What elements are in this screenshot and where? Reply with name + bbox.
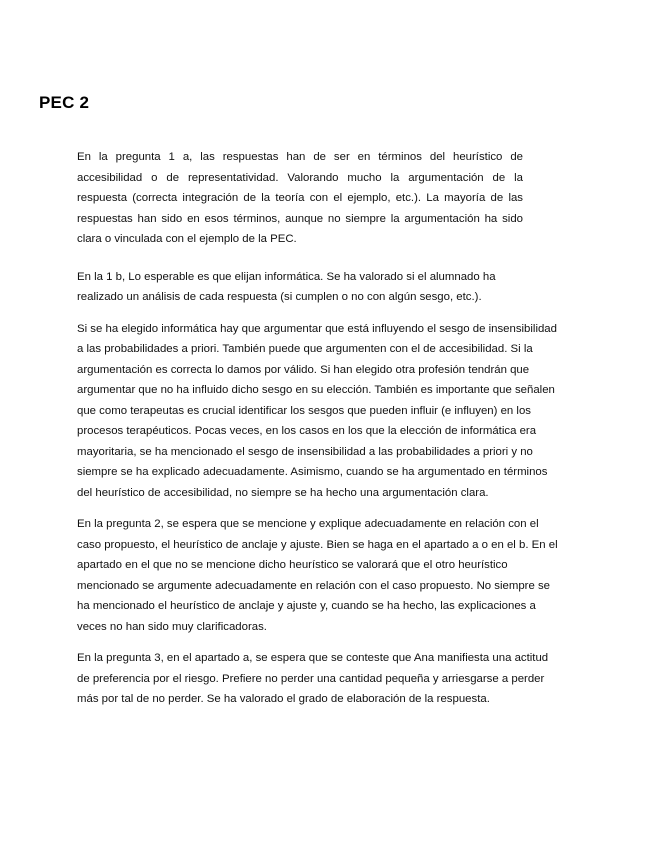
text-line: del heurístico de accesibilidad, no siempre se ha hecho una argumentación clara. — [77, 486, 489, 499]
document-body — [77, 147, 577, 710]
text-line: ha mencionado el heurístico de anclaje y ajuste y, cuando se ha hecho, las explicaciones a — [77, 600, 536, 612]
text-line: apartado en el que no se mencione dicho heurístico se valorará que el otro heurístico — [77, 559, 508, 571]
text-line: En la pregunta 3, en el apartado a, se espera que se conteste que Ana manifiesta una actitud — [77, 652, 549, 664]
text-line: En la 1 b, Lo esperable es que elijan informática. Se ha valorado si el alumnado ha — [77, 270, 496, 283]
text-line: que como terapeutas es crucial identificar los sesgos que pueden influir (e influyen) en los — [77, 404, 531, 417]
text-line: clara o vinculada con el ejemplo de la PEC. — [77, 233, 297, 245]
text-line: caso propuesto, el heurístico de anclaje y ajuste. Bien se haga en el apartado a o en el b. En el — [77, 538, 558, 551]
text-line: En la pregunta 1 a, las respuestas han de ser en términos del heurístico de — [77, 151, 523, 163]
text-line: realizado un análisis de cada respuesta (si cumplen o no con algún sesgo, etc.). — [77, 291, 482, 303]
paragraph-pregunta-3 — [77, 648, 577, 710]
text-line: respuesta (correcta integración de la teoría con el ejemplo, etc.). La mayoría de las — [77, 192, 523, 204]
paragraph-informatica — [77, 319, 577, 504]
text-line: argumentar que no ha influido dicho sesgo en su elección. También es importante que señalen — [77, 384, 555, 396]
page-title: PEC 2 — [39, 93, 90, 112]
paragraph-pregunta-1a — [77, 147, 577, 250]
text-line: argumentación es correcta lo damos por válido. Si han elegido otra profesión tendrán que — [77, 363, 530, 376]
text-line: mayoritaria, se ha mencionado el sesgo de insensibilidad a las probabilidades a priori y no — [77, 445, 533, 458]
text-line: de preferencia por el riesgo. Prefiere no perder una cantidad pequeña y arriesgarse a perder — [77, 672, 545, 685]
paragraph-pregunta-1b — [77, 267, 577, 308]
text-line: siempre se ha explicado adecuadamente. Asimismo, cuando se ha argumentado en términos — [77, 466, 548, 478]
text-line: Si se ha elegido informática hay que argumentar que está influyendo el sesgo de insensibilidad — [77, 322, 557, 335]
text-line: mencionado se argumente adecuadamente en relación con el caso propuesto. No siempre se — [77, 579, 551, 592]
text-line: En la pregunta 2, se espera que se mencione y explique adecuadamente en relación con el — [77, 518, 539, 530]
text-line: a las probabilidades a priori. También puede que argumenten con el de accesibilidad. Si la — [77, 343, 533, 355]
text-line: procesos terapéuticos. Pocas veces, en los casos en los que la elección de informática era — [77, 425, 537, 437]
text-line: veces no han sido muy clarificadoras. — [77, 620, 267, 633]
paragraph-pregunta-2 — [77, 514, 577, 637]
text-line: respuestas han sido en esos términos, aunque no siempre la argumentación ha sido — [77, 212, 523, 225]
text-line: accesibilidad o de representatividad. Valorando mucho la argumentación de la — [77, 171, 523, 184]
text-line: más por tal de no perder. Se ha valorado el grado de elaboración de la respuesta. — [77, 693, 490, 705]
